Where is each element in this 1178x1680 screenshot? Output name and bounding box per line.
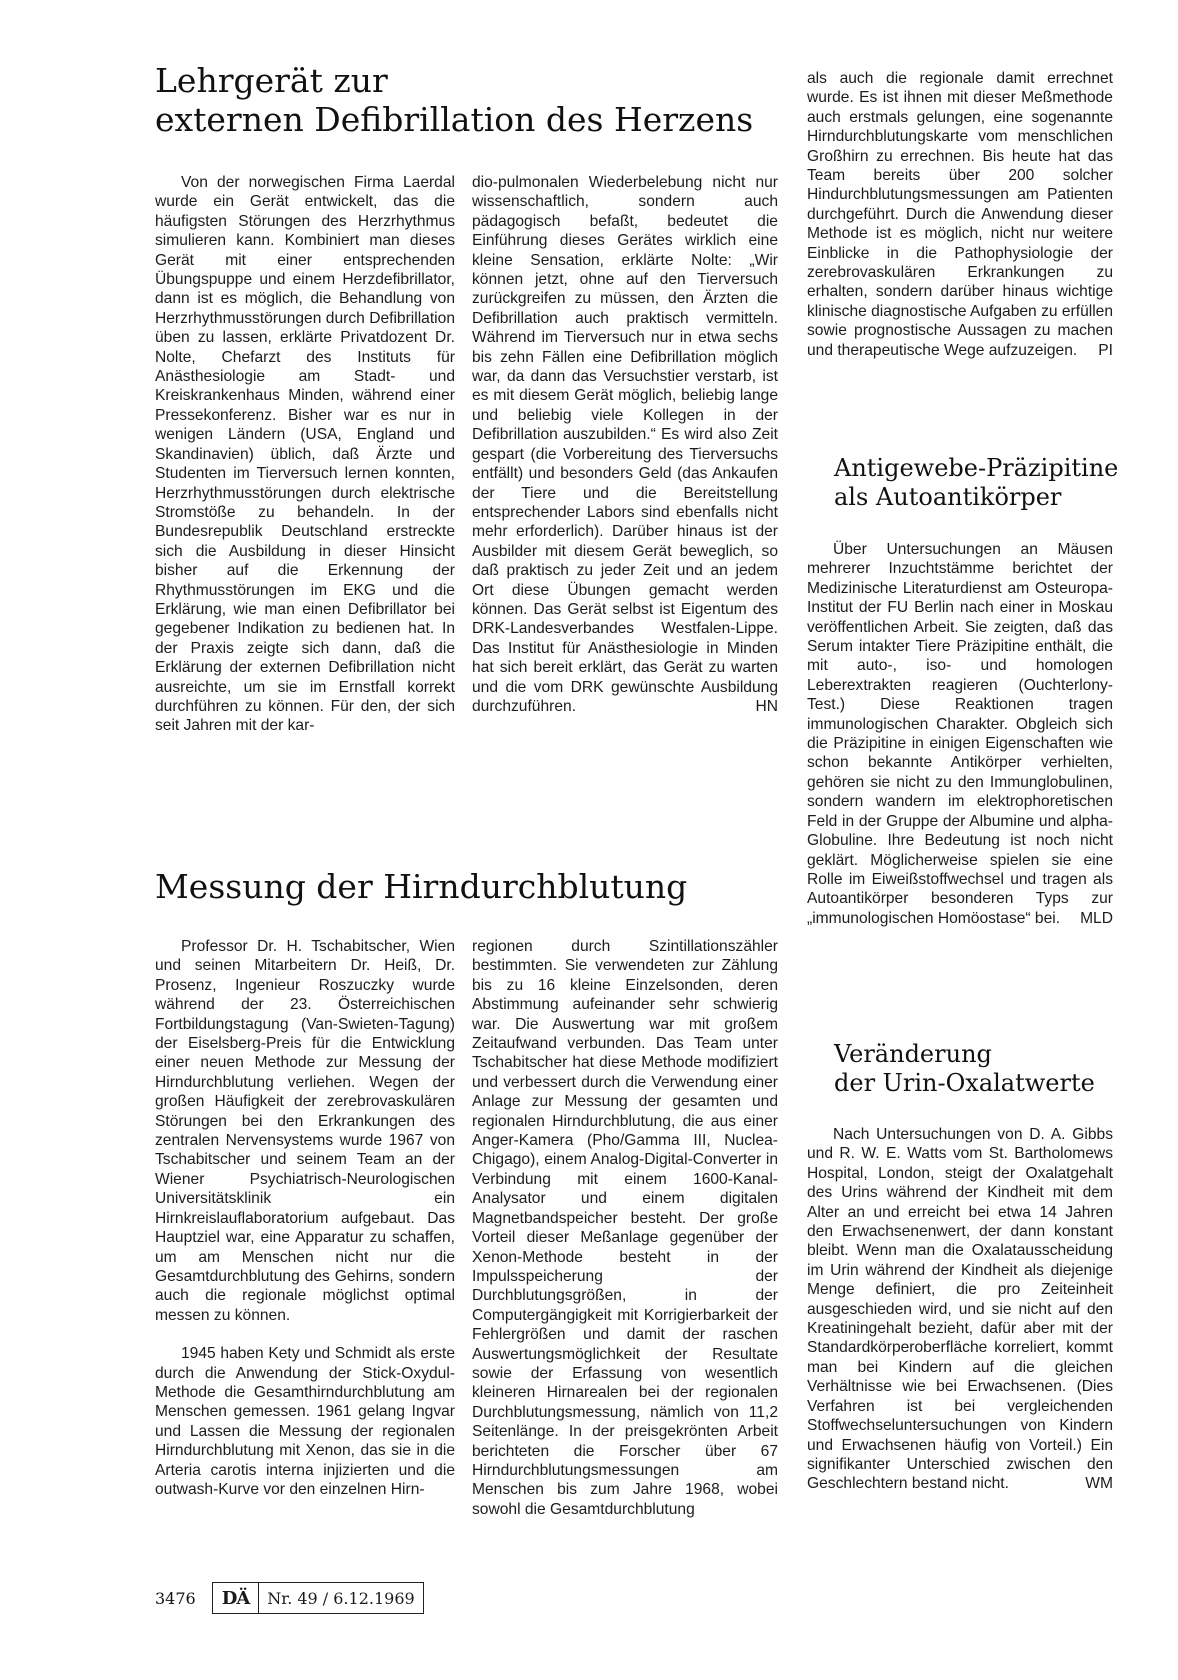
journal-box [212, 1582, 424, 1614]
hirn-column-3 [807, 69, 1113, 360]
defib-column-2 [472, 173, 778, 716]
page-footer [155, 1582, 424, 1614]
page-number: 3476 [155, 1588, 196, 1608]
antigewebe-body [807, 540, 1113, 928]
signature-wm: WM [1085, 1475, 1113, 1493]
urin-text: Nach Untersuchungen von D. A. Gibbs und R. W. E. Watts vom St. Bartholomews Hospital, London, steigt der Oxalatgehalt des Urins während der Kindheit mit dem Alter an und erreicht bei etwa 14 Jahren den Erwachsenenwert, der dann konstant bleibt. Wenn man die Oxalatausscheidung im Urin während der Kindheit als diejenige Menge definiert, die pro Zeiteinheit ausgeschieden wird, und sie nicht auf den Kreatiningehalt bezieht, dafür aber mit der Standardkörperoberfläche korreliert, kommt man bei Kindern auf die gleichen Verhältnisse wie bei Erwachsenen. (Dies Verfahren ist bei vergleichenden Stoffwechseluntersuchungen von Kindern und Erwachsenen häufig von Vorteil.) Ein signifikanter Unterschied zwischen den Geschlechtern bestand nicht. [807, 1126, 1113, 1493]
defib-column-1: Von der norwegischen Firma Laerdal wurde ein Gerät entwickelt, das die häufigsten Störungen des Herzrhythmus simulieren kann. Kombiniert man dieses Gerät mit einer entsprechenden Übungspuppe und einem Herzdefibrillator, dann ist es möglich, die Behandlung von Herzrhythmusstörungen durch Defibrillation üben zu lassen, erklärte Privatdozent Dr. Nolte, Chefarzt des Instituts für Anästhesiologie am Stadt- und Kreiskrankenhaus Minden, während einer Pressekonferenz. Bisher war es nur in wenigen Ländern (USA, England und Skandinavien) üblich, daß Ärzte und Studenten im Tierversuch lernen konnten, Herzrhythmusstörungen durch elektrische Stromstöße zu behandeln. In der Bundesrepublik Deutschland erstreckte sich die Ausbildung in dieser Hinsicht bisher auf die Erkennung der Rhythmusstörungen im EKG und die Erklärung, wie man einen Defibrillator bei gegebener Indikation zu bedienen hat. In der Praxis zeigte sich dann, daß die Erklärung der externen Defibrillation nicht ausreichte, um sie im Ernstfall korrekt durchführen zu können. Für den, der sich seit Jahren mit der kar- [155, 174, 455, 735]
hirn-column-1 [155, 937, 455, 1499]
journal-logo: DÄ [213, 1583, 260, 1613]
article-title-hirndurchblutung: Messung der Hirndurchblutung [155, 867, 688, 906]
article-title-antigewebe: Antigewebe-Präzipitine als Autoantikörper [834, 454, 1119, 512]
signature-hn: HN [755, 697, 778, 715]
hirn-column-3-text: als auch die regionale damit errechnet wurde. Es ist ihnen mit dieser Meßmethode auch erstmals gelungen, eine sogenannte Hirndurchblutungskarte vom menschlichen Großhirn zu errechnen. Bis heute hat das Team bereits über 200 solcher Hindurchblutungsmessungen am Patienten durchgeführt. Durch die Anwendung dieser Methode ist es möglich, nicht nur weitere Einblicke in die Pathophysiologie der zerebrovaskulären Erkrankungen zu erhalten, sondern darüber hinaus wichtige klinische diagnostische Aufgaben zu erfüllen sowie prognostische Aussagen zu machen und therapeutische Wege aufzuzeigen. [807, 70, 1114, 359]
urin-body [807, 1125, 1113, 1494]
defib-column-2-text: dio-pulmonalen Wiederbelebung nicht nur wissenschaftlich, sondern auch pädagogisch befaßt, bedeutet die Einführung dieses Gerätes wirklich eine kleine Sensation, erklärte Nolte: „Wir können jetzt, ohne auf den Tierversuch zurückgreifen zu müssen, den Ärzten die Defibrillation auch praktisch vermitteln. Während im Tierversuch nur in etwa sechs bis zehn Fällen eine Defibrillation möglich war, da dann das Versuchstier verstarb, ist es mit diesem Gerät möglich, beliebig lange und beliebig viele Kollegen in der Defibrillation auszubilden.“ Es wird also Zeit gespart (die Vorbereitung des Tierversuchs entfällt) und besonders Geld (das Ankaufen der Tiere und die Bereitstellung entsprechender Labors sind ebenfalls nicht mehr erforderlich). Darüber hinaus ist der Ausbilder mit diesem Gerät beweglich, so daß praktisch zu jeder Zeit und an jedem Ort diese Übungen gemacht werden können. Das Gerät selbst ist Eigentum des DRK-Landesverbandes Westfalen-Lippe. Das Institut für Anästhesiologie in Minden hat sich bereit erklärt, das Gerät zu warten und die vom DRK gewünschte Ausbildung durchzuführen. [472, 174, 778, 715]
signature-mld: MLD [1080, 909, 1113, 927]
issue-info: Nr. 49 / 6.12.1969 [267, 1588, 415, 1608]
signature-pi: PI [1098, 341, 1113, 359]
article-title-defibrillation: Lehrgerät zur externen Defibrillation des Herzens [155, 61, 754, 139]
hirn-paragraph-1: Professor Dr. H. Tschabitscher, Wien und seinen Mitarbeitern Dr. Heiß, Dr. Prosenz, Ingenieur Roszuczky wurde während der 23. Österreichischen Fortbildungstagung (Van-Swieten-Tagung) der Eiselsberg-Preis für die Entwicklung einer neuen Methode zur Messung der Hirndurchblutung verliehen. Wegen der großen Häufigkeit der zerebrovaskulären Störungen bei den Erkrankungen des zentralen Nervensystems wurde 1967 von Tschabitscher und seinem Team an der Wiener Psychiatrisch-Neurologischen Universitätsklinik ein Hirnkreislauflaboratorium aufgebaut. Das Hauptziel war, eine Apparatur zu schaffen, um am Menschen nicht nur die Gesamtdurchblutung des Gehirns, sondern auch die regionale möglichst optimal messen zu können. [155, 938, 455, 1324]
hirn-paragraph-2: 1945 haben Kety und Schmidt als erste durch die Anwendung der Stick-Oxydul-Methode die Gesamthirndurchblutung am Menschen gemessen. 1961 gelang Ingvar und Lassen die Messung der regionalen Hirndurchblutung mit Xenon, das sie in die Arteria carotis interna injizierten und die outwash-Kurve vor den einzelnen Hirn- [155, 1345, 455, 1498]
hirn-column-2: regionen durch Szintillationszähler bestimmten. Sie verwendeten zur Zählung bis zu 16 kleine Einzelsonden, deren Abstimmung aufeinander sehr schwierig war. Die Auswertung war mit großem Zeitaufwand verbunden. Das Team unter Tschabitscher hat diese Methode modifiziert und verbessert durch die Verwendung einer Anlage zur Messung der gesamten und regionalen Hirndurchblutung, die aus einer Anger-Kamera (Pho/Gamma III, Nuclea-Chigago), einem Analog-Digital-Converter in Verbindung mit einem 1600-Kanal-Analysator und einem digitalen Magnetbandspeicher besteht. Der große Vorteil dieser Meßanlage gegenüber der Xenon-Methode besteht in der Impulsspeicherung der Durchblutungsgrößen, in der Computergängigkeit mit Korrigierbarkeit der Fehlergrößen und damit der raschen Auswertungsmöglichkeit der Resultate sowie der Erfassung von wesentlich kleineren Hirnarealen bei der regionalen Durchblutungsmessung, nämlich von 11,2 Seitenlänge. In der preisgekrönten Arbeit berichteten die Forscher über 67 Hirndurchblutungsmessungen am Menschen bis zum Jahre 1968, wobei sowohl die Gesamtdurchblutung [472, 938, 778, 1518]
article-title-urin-oxalat: Veränderung der Urin-Oxalatwerte [834, 1040, 1095, 1098]
antigewebe-text: Über Untersuchungen an Mäusen mehrerer Inzuchtstämme berichtet der Medizinische Literaturdienst am Osteuropa-Institut der FU Berlin nach einer in Moskau veröffentlichen Arbeit. Sie zeigten, daß das Serum intakter Tiere Präzipitine enthält, die mit auto-, iso- und homologen Leberextrakten reagieren (Ouchterlony-Test.) Diese Reaktionen tragen immunologischen Charakter. Obgleich sich die Präzipitine in einigen Eigenschaften wie schon bekannte Antikörper verhielten, gehören sie nicht zu den Immunglobulinen, sondern wandern im elektrophoretischen Feld in der Gruppe der Albumine und alpha-Globuline. Ihre Bedeutung ist noch nicht geklärt. Möglicherweise spielen sie eine Rolle im Eiweißstoffwechsel und tragen als Autoantikörper besonderen Typs zur „immunologischen Homöostase“ bei. [807, 541, 1113, 927]
